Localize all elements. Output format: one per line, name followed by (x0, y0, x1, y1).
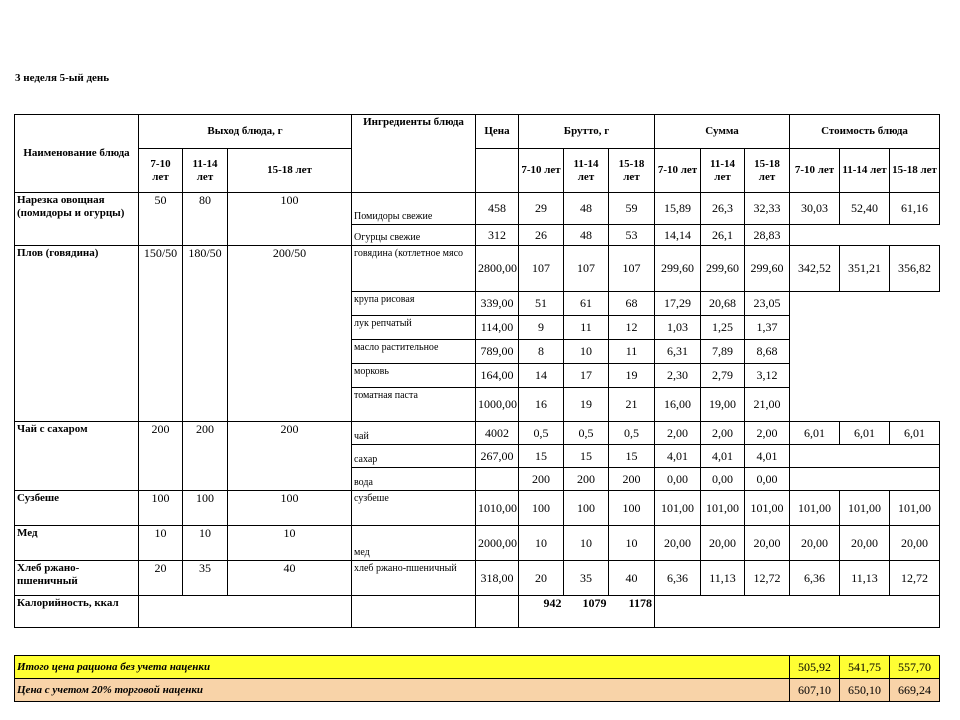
ingredient-price: 312 (476, 225, 519, 246)
output-15-18: 100 (228, 491, 352, 526)
ingredient-name: Помидоры свежие (352, 193, 476, 225)
output-7-10: 20 (139, 561, 183, 596)
output-11-14: 180/50 (183, 246, 228, 422)
header-name: Наименование блюда (15, 115, 139, 193)
ingredient-price: 2800,00 (476, 246, 519, 292)
total-11-14: 541,75 (840, 656, 890, 679)
empty-cell (790, 468, 940, 491)
sum-7-10: 6,36 (655, 561, 701, 596)
sum-7-10: 20,00 (655, 526, 701, 561)
sum-15-18: 1,37 (745, 316, 790, 340)
empty-cell (790, 292, 940, 422)
sum-11-14: 2,00 (701, 422, 745, 445)
ingredient-name: мед (352, 526, 476, 561)
cost-11-14: 101,00 (840, 491, 890, 526)
age-7-10: 7-10 лет (139, 149, 183, 193)
age-15-18: 15-18 лет (609, 149, 655, 193)
gross-15-18: 11 (609, 340, 655, 364)
sum-11-14: 7,89 (701, 340, 745, 364)
output-7-10: 200 (139, 422, 183, 491)
table-row (15, 422, 940, 445)
sum-15-18: 20,00 (745, 526, 790, 561)
totals-table (14, 655, 940, 702)
markup-15-18: 669,24 (890, 679, 940, 702)
output-11-14: 10 (183, 526, 228, 561)
output-11-14: 35 (183, 561, 228, 596)
gross-11-14: 10 (564, 526, 609, 561)
sum-15-18: 21,00 (745, 388, 790, 422)
ingredient-name: говядина (котлетное мясо (352, 246, 476, 292)
sum-7-10: 6,31 (655, 340, 701, 364)
sum-15-18: 0,00 (745, 468, 790, 491)
age-11-14: 11-14 лет (564, 149, 609, 193)
sum-7-10: 4,01 (655, 445, 701, 468)
cost-11-14: 20,00 (840, 526, 890, 561)
price-subheader (476, 149, 519, 193)
sum-15-18: 28,83 (745, 225, 790, 246)
output-15-18: 200 (228, 422, 352, 491)
sum-7-10: 14,14 (655, 225, 701, 246)
gross-15-18: 21 (609, 388, 655, 422)
output-11-14: 200 (183, 422, 228, 491)
sum-15-18: 23,05 (745, 292, 790, 316)
output-11-14: 80 (183, 193, 228, 246)
gross-7-10: 51 (519, 292, 564, 316)
ingredient-price: 339,00 (476, 292, 519, 316)
sum-15-18: 32,33 (745, 193, 790, 225)
gross-7-10: 29 (519, 193, 564, 225)
sum-11-14: 11,13 (701, 561, 745, 596)
age-7-10: 7-10 лет (790, 149, 840, 193)
ingredient-price (476, 468, 519, 491)
table-row (15, 526, 940, 561)
cost-15-18: 101,00 (890, 491, 940, 526)
ingredient-price: 458 (476, 193, 519, 225)
header-output: Выход блюда, г (139, 115, 352, 149)
sum-15-18: 3,12 (745, 364, 790, 388)
sum-7-10: 2,30 (655, 364, 701, 388)
ingredient-name: Огурцы свежие (352, 225, 476, 246)
output-7-10: 10 (139, 526, 183, 561)
cost-11-14: 6,01 (840, 422, 890, 445)
output-7-10: 50 (139, 193, 183, 246)
markup-row (15, 679, 940, 702)
sum-7-10: 101,00 (655, 491, 701, 526)
ingredient-name: крупа рисовая (352, 292, 476, 316)
cost-15-18: 356,82 (890, 246, 940, 292)
sum-7-10: 17,29 (655, 292, 701, 316)
gross-7-10: 8 (519, 340, 564, 364)
sum-11-14: 26,1 (701, 225, 745, 246)
dish-name: Нарезка овощная (помидоры и огурцы) (15, 193, 139, 246)
gross-11-14: 15 (564, 445, 609, 468)
empty-cell (655, 596, 940, 628)
gross-7-10: 100 (519, 491, 564, 526)
ingredient-name: вода (352, 468, 476, 491)
page-title: 3 неделя 5-ый день (15, 72, 110, 84)
empty-cell (352, 596, 476, 628)
cost-15-18: 61,16 (890, 193, 940, 225)
total-7-10: 505,92 (790, 656, 840, 679)
ingredient-name: морковь (352, 364, 476, 388)
ingredient-price: 789,00 (476, 340, 519, 364)
gross-11-14: 48 (564, 225, 609, 246)
gross-15-18: 15 (609, 445, 655, 468)
sum-15-18: 299,60 (745, 246, 790, 292)
cost-7-10: 6,36 (790, 561, 840, 596)
calories-label: Калорийность, ккал (15, 596, 139, 628)
age-11-14: 11-14 лет (701, 149, 745, 193)
gross-15-18: 53 (609, 225, 655, 246)
sum-15-18: 101,00 (745, 491, 790, 526)
gross-7-10: 107 (519, 246, 564, 292)
age-7-10: 7-10 лет (519, 149, 564, 193)
sum-11-14: 1,25 (701, 316, 745, 340)
ingredient-name: масло растительное (352, 340, 476, 364)
age-15-18: 15-18 лет (890, 149, 940, 193)
calories-row (15, 596, 940, 628)
output-15-18: 10 (228, 526, 352, 561)
gross-15-18: 68 (609, 292, 655, 316)
gross-11-14: 35 (564, 561, 609, 596)
cost-7-10: 30,03 (790, 193, 840, 225)
sum-7-10: 299,60 (655, 246, 701, 292)
gross-11-14: 61 (564, 292, 609, 316)
gross-15-18: 12 (609, 316, 655, 340)
total-15-18: 557,70 (890, 656, 940, 679)
gross-7-10: 10 (519, 526, 564, 561)
output-15-18: 100 (228, 193, 352, 246)
gross-15-18: 59 (609, 193, 655, 225)
empty-cell (139, 596, 352, 628)
sum-7-10: 0,00 (655, 468, 701, 491)
gross-7-10: 15 (519, 445, 564, 468)
sum-15-18: 4,01 (745, 445, 790, 468)
cost-7-10: 6,01 (790, 422, 840, 445)
gross-7-10: 26 (519, 225, 564, 246)
sum-7-10: 2,00 (655, 422, 701, 445)
ingredient-name: томатная паста (352, 388, 476, 422)
ingredient-price: 318,00 (476, 561, 519, 596)
gross-15-18: 107 (609, 246, 655, 292)
gross-11-14: 11 (564, 316, 609, 340)
markup-7-10: 607,10 (790, 679, 840, 702)
cost-7-10: 20,00 (790, 526, 840, 561)
gross-15-18: 10 (609, 526, 655, 561)
cost-15-18: 12,72 (890, 561, 940, 596)
gross-11-14: 17 (564, 364, 609, 388)
total-row (15, 656, 940, 679)
ingredient-price: 1000,00 (476, 388, 519, 422)
ingredient-name: лук репчатый (352, 316, 476, 340)
sum-15-18: 12,72 (745, 561, 790, 596)
ingredient-price: 2000,00 (476, 526, 519, 561)
age-11-14: 11-14 лет (840, 149, 890, 193)
gross-15-18: 100 (609, 491, 655, 526)
empty-cell (790, 225, 940, 246)
sum-11-14: 101,00 (701, 491, 745, 526)
ingredient-price: 114,00 (476, 316, 519, 340)
age-15-18: 15-18 лет (745, 149, 790, 193)
age-7-10: 7-10 лет (655, 149, 701, 193)
gross-7-10: 20 (519, 561, 564, 596)
gross-11-14: 107 (564, 246, 609, 292)
calories-7-10: 942 (519, 596, 564, 628)
sum-11-14: 19,00 (701, 388, 745, 422)
table-row (15, 561, 940, 596)
header-age-row (15, 149, 940, 193)
ingredient-price: 1010,00 (476, 491, 519, 526)
output-15-18: 200/50 (228, 246, 352, 422)
markup-11-14: 650,10 (840, 679, 890, 702)
gross-15-18: 0,5 (609, 422, 655, 445)
sum-11-14: 4,01 (701, 445, 745, 468)
table-row (15, 491, 940, 526)
ingredient-price: 267,00 (476, 445, 519, 468)
age-15-18: 15-18 лет (228, 149, 352, 193)
sum-11-14: 26,3 (701, 193, 745, 225)
calories-15-18: 1178 (609, 596, 655, 628)
cost-11-14: 52,40 (840, 193, 890, 225)
cost-7-10: 342,52 (790, 246, 840, 292)
gross-15-18: 19 (609, 364, 655, 388)
gross-7-10: 9 (519, 316, 564, 340)
empty-cell (790, 445, 940, 468)
cost-15-18: 20,00 (890, 526, 940, 561)
ingredient-name: сахар (352, 445, 476, 468)
header-gross: Брутто, г (519, 115, 655, 149)
dish-name: Чай с сахаром (15, 422, 139, 491)
sum-11-14: 0,00 (701, 468, 745, 491)
gross-11-14: 200 (564, 468, 609, 491)
cost-7-10: 101,00 (790, 491, 840, 526)
total-label: Итого цена рациона без учета наценки (15, 656, 790, 679)
cost-15-18: 6,01 (890, 422, 940, 445)
gross-11-14: 100 (564, 491, 609, 526)
gross-7-10: 0,5 (519, 422, 564, 445)
empty-cell (476, 596, 519, 628)
header-row (15, 115, 940, 149)
gross-11-14: 48 (564, 193, 609, 225)
gross-7-10: 200 (519, 468, 564, 491)
output-15-18: 40 (228, 561, 352, 596)
dish-name: Сузбеше (15, 491, 139, 526)
dish-name: Мед (15, 526, 139, 561)
ingredient-price: 164,00 (476, 364, 519, 388)
sum-11-14: 20,00 (701, 526, 745, 561)
header-cost: Стоимость блюда (790, 115, 940, 149)
dish-name: Хлеб ржано-пшеничный (15, 561, 139, 596)
sum-15-18: 8,68 (745, 340, 790, 364)
header-price: Цена (476, 115, 519, 149)
header-sum: Сумма (655, 115, 790, 149)
sum-11-14: 299,60 (701, 246, 745, 292)
output-11-14: 100 (183, 491, 228, 526)
table-row (15, 193, 940, 225)
gross-7-10: 16 (519, 388, 564, 422)
ingredient-name: сузбеше (352, 491, 476, 526)
table-row (15, 246, 940, 292)
menu-table (14, 114, 940, 628)
sum-11-14: 20,68 (701, 292, 745, 316)
header-ingredients: Ингредиенты блюда (352, 115, 476, 193)
calories-11-14: 1079 (564, 596, 609, 628)
ingredient-name: хлеб ржано-пшеничный (352, 561, 476, 596)
gross-15-18: 200 (609, 468, 655, 491)
age-11-14: 11-14 лет (183, 149, 228, 193)
gross-15-18: 40 (609, 561, 655, 596)
dish-name: Плов (говядина) (15, 246, 139, 422)
markup-label: Цена с учетом 20% торговой наценки (15, 679, 790, 702)
sum-7-10: 1,03 (655, 316, 701, 340)
ingredient-price: 4002 (476, 422, 519, 445)
sum-11-14: 2,79 (701, 364, 745, 388)
gross-11-14: 10 (564, 340, 609, 364)
gross-11-14: 0,5 (564, 422, 609, 445)
cost-11-14: 11,13 (840, 561, 890, 596)
sum-7-10: 16,00 (655, 388, 701, 422)
sum-7-10: 15,89 (655, 193, 701, 225)
sum-15-18: 2,00 (745, 422, 790, 445)
output-7-10: 100 (139, 491, 183, 526)
gross-11-14: 19 (564, 388, 609, 422)
ingredient-name: чай (352, 422, 476, 445)
output-7-10: 150/50 (139, 246, 183, 422)
gross-7-10: 14 (519, 364, 564, 388)
cost-11-14: 351,21 (840, 246, 890, 292)
